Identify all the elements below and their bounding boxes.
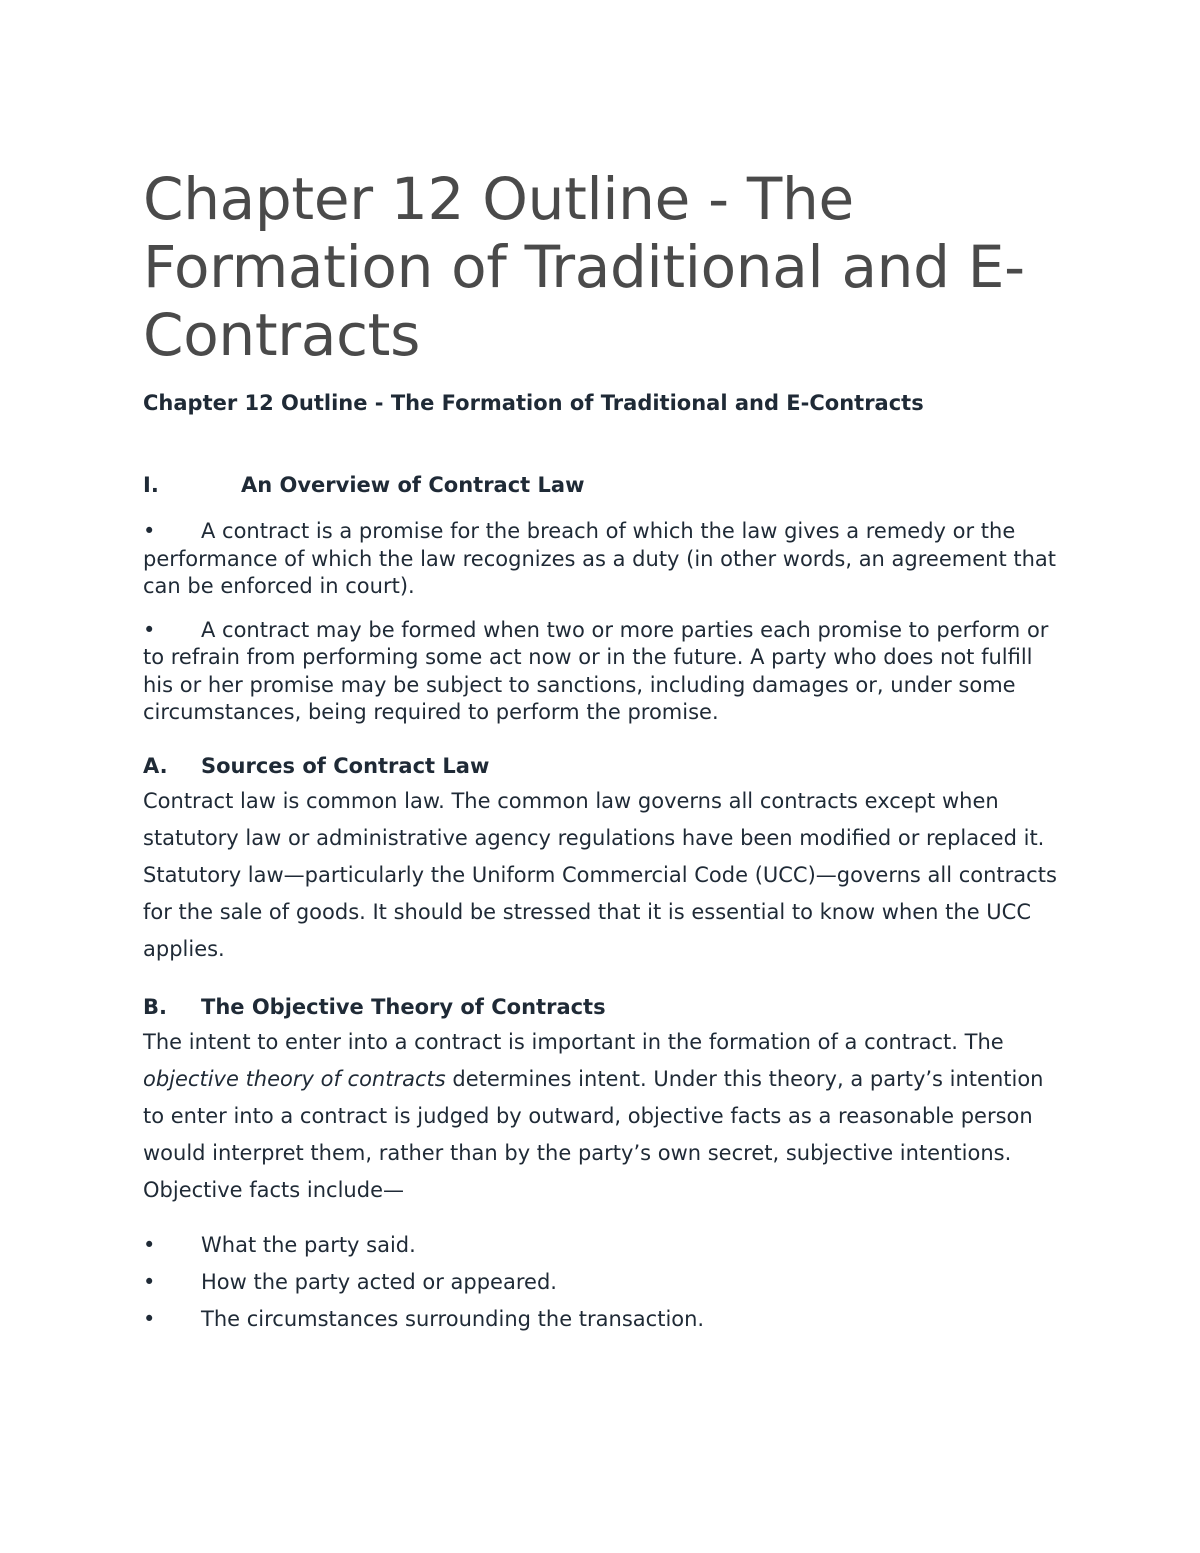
overview-bullet-paragraph xyxy=(143,518,1068,601)
list-item xyxy=(143,1301,1068,1338)
body-text-part-2: determines intent. Under this theory, a party’s intention to enter into a contract is judged by outward, objective facts as a reasonable person would interpret them, rather than by the party’s own secret, subjective intentions. Objective facts include— xyxy=(143,1066,1044,1202)
sub-heading-text: The Objective Theory of Contracts xyxy=(201,994,606,1019)
title-line-1: Chapter 12 Outline - The xyxy=(143,165,854,233)
title-line-3: Contracts xyxy=(143,301,421,369)
list-item-text: How the party acted or appeared. xyxy=(201,1269,557,1294)
sub-heading-number: A. xyxy=(143,753,168,778)
title-line-2: Formation of Traditional and E- xyxy=(143,233,1025,301)
section-number: I. xyxy=(143,473,159,497)
bullet-text: A contract is a promise for the breach of which the law gives a remedy or the performance of which the law recognizes as a duty (in other words, an agreement that can be enforced in court). xyxy=(143,519,1056,598)
bullet-icon: • xyxy=(143,617,156,642)
bullet-text: A contract may be formed when two or more parties each promise to perform or to refrain from performing some act now or in the future. A party who does not fulfill his or her promise may be subject to sanctions, including damages or, under some circumstances, being required to perform the promise. xyxy=(143,617,1049,724)
body-text-italic-term: objective theory of contracts xyxy=(143,1066,446,1091)
objective-facts-list xyxy=(143,1227,1068,1338)
sub-heading-objective-theory xyxy=(143,992,1068,1022)
document-page xyxy=(143,165,1068,1338)
bullet-icon: • xyxy=(143,1306,156,1331)
sub-heading-number: B. xyxy=(143,994,167,1019)
list-item xyxy=(143,1227,1068,1264)
section-heading-text: An Overview of Contract Law xyxy=(241,473,585,497)
overview-bullet-paragraph xyxy=(143,617,1068,727)
list-item xyxy=(143,1264,1068,1301)
list-item-text: What the party said. xyxy=(201,1232,416,1257)
sources-body-paragraph: Contract law is common law. The common law governs all contracts except when statutory law or administrative agency regulations have been modified or replaced it. Statutory law—particularly the Uniform Commercial Code (UCC)—governs all contracts for the sale of goods. It should be stressed that it is essential to know when the UCC applies. xyxy=(143,788,1057,961)
bullet-icon: • xyxy=(143,1269,156,1294)
bullet-icon: • xyxy=(143,1232,156,1257)
section-heading-overview xyxy=(143,470,1068,500)
document-subtitle: Chapter 12 Outline - The Formation of Traditional and E-Contracts xyxy=(143,391,924,415)
document-title xyxy=(143,165,1068,369)
list-item-text: The circumstances surrounding the transaction. xyxy=(201,1306,705,1331)
body-text-part-1: The intent to enter into a contract is important in the formation of a contract. The xyxy=(143,1029,1004,1054)
bullet-icon: • xyxy=(143,519,156,543)
sub-heading-text: Sources of Contract Law xyxy=(201,753,490,778)
sub-heading-sources xyxy=(143,751,1068,781)
objective-theory-body-paragraph xyxy=(143,1024,1068,1209)
